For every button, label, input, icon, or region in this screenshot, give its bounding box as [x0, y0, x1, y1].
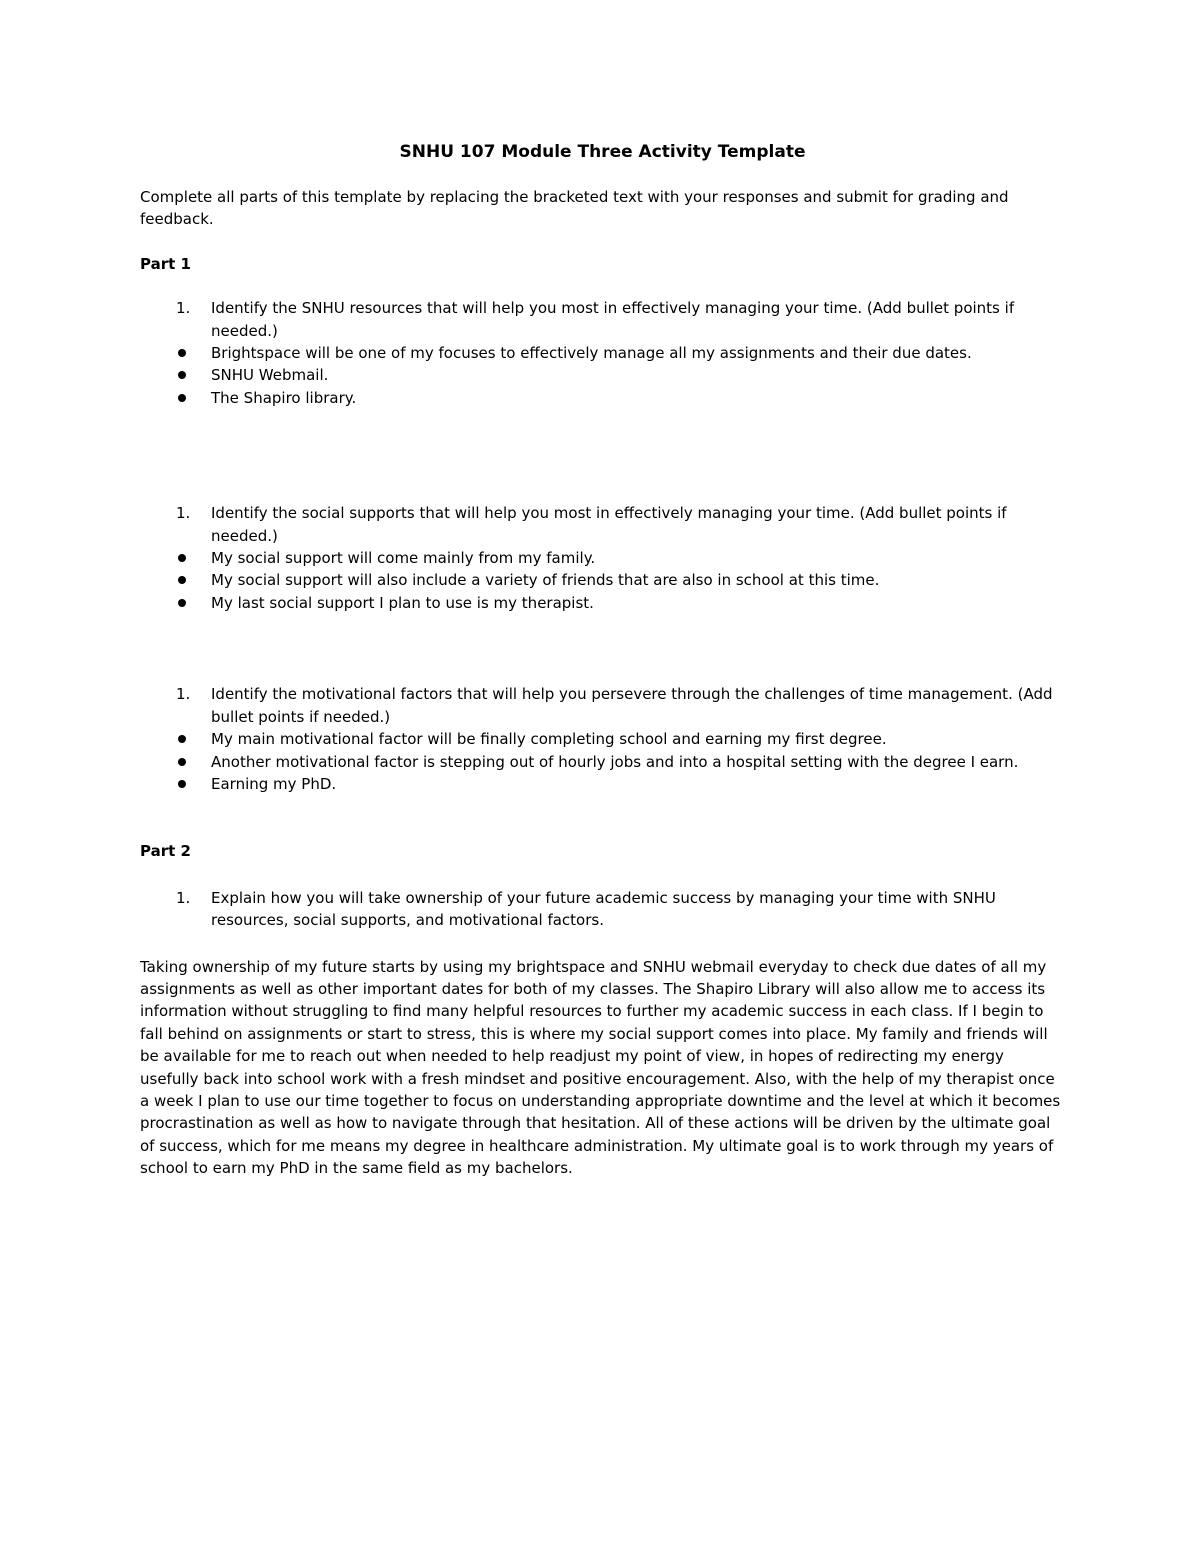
bullet-item: [140, 592, 1065, 614]
bullet-icon: [178, 599, 186, 607]
bullet-icon: [178, 371, 186, 379]
bullet-item: [140, 342, 1065, 364]
bullet-item: [140, 569, 1065, 591]
bullet-item: [140, 751, 1065, 773]
page-title: SNHU 107 Module Three Activity Template: [399, 142, 806, 162]
bullet-text: My main motivational factor will be finally completing school and earning my first degree.: [211, 730, 887, 749]
bullet-icon: [178, 576, 186, 584]
bullet-text: My social support will also include a variety of friends that are also in school at this time.: [211, 571, 880, 590]
bullet-icon: [178, 758, 186, 766]
bullet-text: My last social support I plan to use is my therapist.: [211, 593, 594, 612]
bullet-item: [140, 547, 1065, 569]
question-text: Identify the motivational factors that will help you persevere through the challenges of time management. (Add bullet points if needed.): [211, 685, 1053, 726]
numbered-question: [140, 502, 1065, 547]
bullet-text: SNHU Webmail.: [211, 366, 329, 385]
bullet-icon: [178, 735, 186, 743]
numbered-question: [140, 887, 1065, 932]
bullet-text: Another motivational factor is stepping out of hourly jobs and into a hospital setting with the degree I earn.: [211, 752, 1019, 771]
bullet-icon: [178, 554, 186, 562]
bullet-item: [140, 387, 1065, 409]
bullet-text: My social support will come mainly from my family.: [211, 549, 596, 568]
question-number: 1.: [176, 888, 191, 907]
part2-heading: Part 2: [140, 842, 191, 861]
response-paragraph: Taking ownership of my future starts by using my brightspace and SNHU webmail everyday to check due dates of all my assignments as well as other important dates for both of my classes. The Shapiro Library will also allow me to access its information without struggling to find many helpful resources to further my academic success in each class. If I begin to fall behind on assignments or start to stress, this is where my social support comes into place. My family and friends will be available for me to reach out when needed to help readjust my point of view, in hopes of redirecting my energy usefully back into school work with a fresh mindset and positive encouragement. Also, with the help of my therapist once a week I plan to use our time together to focus on understanding appropriate downtime and the level at which it becomes procrastination as well as how to navigate through that hesitation. All of these actions will be driven by the ultimate goal of success, which for me means my degree in healthcare administration. My ultimate goal is to work through my years of school to earn my PhD in the same field as my bachelors.: [140, 957, 1061, 1178]
question-text: Identify the SNHU resources that will help you most in effectively managing your time. (Add bullet points if needed.): [211, 299, 1015, 340]
bullet-item: [140, 364, 1065, 386]
question-block: [140, 297, 1065, 409]
bullet-text: Earning my PhD.: [211, 774, 337, 793]
question-text: Identify the social supports that will help you most in effectively managing your time. (Add bullet points if needed.): [211, 504, 1007, 545]
question-number: 1.: [176, 685, 191, 704]
question-block: [140, 502, 1065, 614]
bullet-item: [140, 773, 1065, 795]
bullet-icon: [178, 394, 186, 402]
question-block: [140, 683, 1065, 795]
bullet-icon: [178, 349, 186, 357]
part1-heading: Part 1: [140, 254, 191, 273]
bullet-text: The Shapiro library.: [211, 388, 357, 407]
bullet-text: Brightspace will be one of my focuses to effectively manage all my assignments and their due dates.: [211, 344, 972, 363]
intro-paragraph: Complete all parts of this template by replacing the bracketed text with your responses and submit for grading and feedback.: [140, 188, 1009, 229]
numbered-question: [140, 297, 1065, 342]
document-page: [140, 141, 1065, 1180]
bullet-icon: [178, 780, 186, 788]
bullet-item: [140, 728, 1065, 750]
question-number: 1.: [176, 504, 191, 523]
question-number: 1.: [176, 299, 191, 318]
question-text: Explain how you will take ownership of your future academic success by managing your time with SNHU resources, social supports, and motivational factors.: [211, 888, 996, 930]
numbered-question: [140, 683, 1065, 728]
